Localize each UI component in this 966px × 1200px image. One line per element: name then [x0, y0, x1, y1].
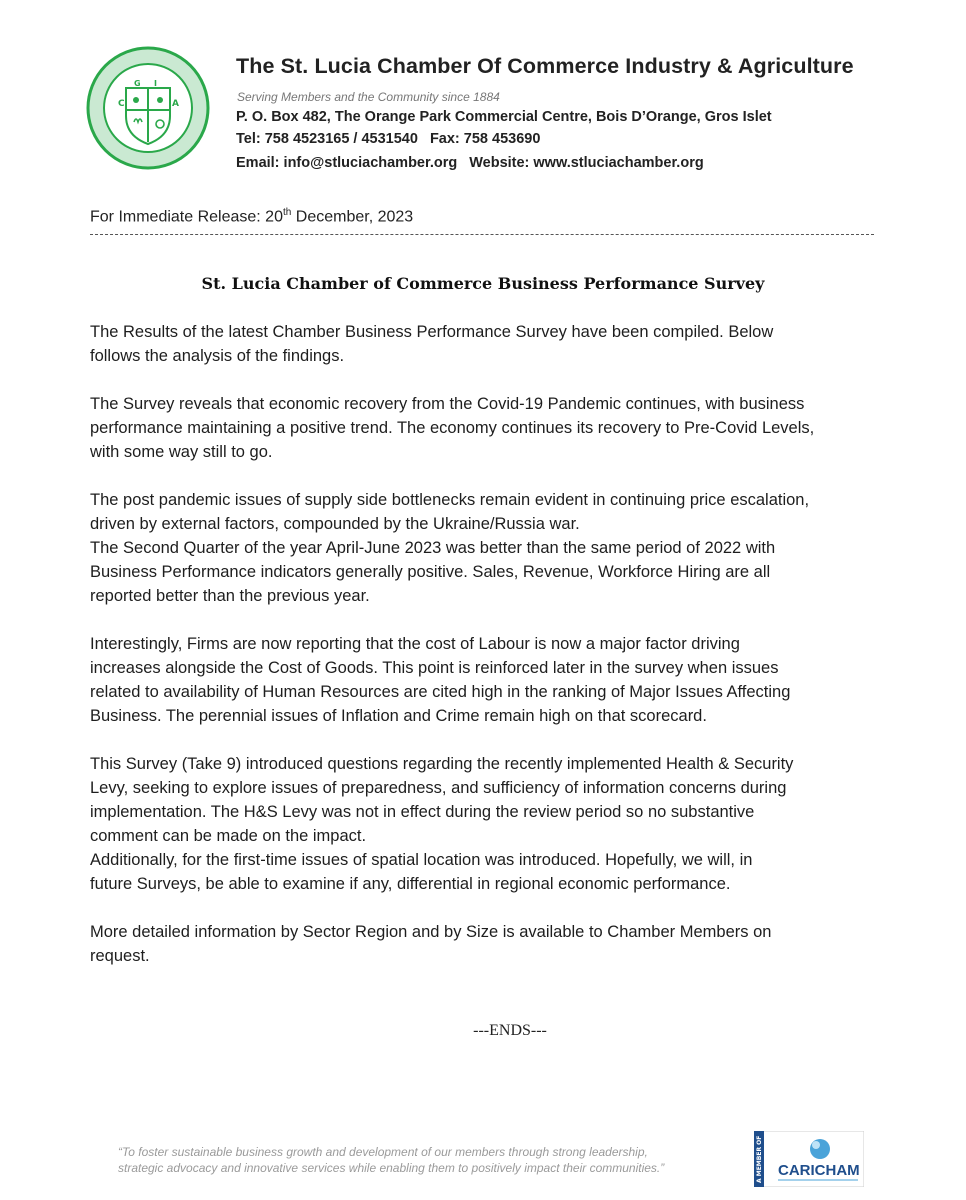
text-line: increases alongside the Cost of Goods. This point is reinforced later in the survey when issues	[90, 659, 779, 677]
svg-text:C: C	[118, 99, 125, 109]
phone-fax-line	[236, 131, 540, 147]
text-line: The Second Quarter of the year April-June 2023 was better than the same period of 2022 with	[90, 539, 776, 557]
text-line: The post pandemic issues of supply side bottlenecks remain evident in continuing price escalation,	[90, 491, 810, 509]
release-date-ordinal: th	[282, 207, 292, 218]
svg-text:I: I	[154, 79, 157, 88]
dashed-separator	[90, 234, 874, 235]
headline-text: St. Lucia Chamber of Commerce Business Performance Survey	[201, 274, 765, 293]
text-line: More detailed information by Sector Region and by Size is available to Chamber Members on	[90, 923, 772, 941]
paragraph	[90, 488, 880, 608]
text-line: Business Performance indicators generally positive. Sales, Revenue, Workforce Hiring are all	[90, 563, 771, 581]
paragraph	[90, 320, 880, 368]
paragraph	[90, 752, 880, 896]
svg-text:G: G	[134, 79, 141, 88]
document-headline	[0, 274, 966, 293]
text-line: implementation. The H&S Levy was not in effect during the review period so no substantive	[90, 803, 755, 821]
mission-statement-quote	[118, 1144, 728, 1176]
website-address: Website: www.stluciachamber.org	[469, 155, 704, 171]
text-line: The Survey reveals that economic recovery from the Covid-19 Pandemic continues, with business	[90, 395, 805, 413]
text-line: This Survey (Take 9) introduced questions regarding the recently implemented Health & Security	[90, 755, 794, 773]
ends-marker: ---ENDS---	[473, 1022, 547, 1039]
paragraph	[90, 920, 880, 968]
text-line: Interestingly, Firms are now reporting that the cost of Labour is now a major factor driving	[90, 635, 740, 653]
text-line: Additionally, for the first-time issues of spatial location was introduced. Hopefully, we will, in	[90, 851, 753, 869]
telephone-numbers: Tel: 758 4523165 / 4531540	[236, 131, 418, 147]
text-line: comment can be made on the impact.	[90, 827, 367, 845]
text-line: reported better than the previous year.	[90, 587, 370, 605]
text-line: with some way still to go.	[90, 443, 273, 461]
quote-line: “To foster sustainable business growth and development of our members through strong leadership,	[118, 1145, 648, 1159]
text-line: driven by external factors, compounded by the Ukraine/Russia war.	[90, 515, 580, 533]
release-date-prefix: For Immediate Release: 20	[90, 208, 283, 226]
paragraph	[90, 632, 880, 728]
organization-title: The St. Lucia Chamber Of Commerce Industry & Agriculture	[236, 54, 854, 78]
body-text	[90, 320, 880, 992]
text-line: performance maintaining a positive trend. The economy continues its recovery to Pre-Covid Levels,	[90, 419, 815, 437]
release-date-suffix: December, 2023	[291, 208, 414, 226]
text-line: Levy, seeking to explore issues of preparedness, and sufficiency of information concerns during	[90, 779, 787, 797]
release-date	[90, 207, 413, 226]
email-website-line	[236, 155, 704, 171]
email-address: Email: info@stluciachamber.org	[236, 155, 458, 171]
organization-tagline: Serving Members and the Community since 1884	[237, 90, 500, 104]
text-line: related to availability of Human Resources are cited high in the ranking of Major Issues Affecting	[90, 683, 791, 701]
text-line: request.	[90, 947, 150, 965]
text-line: Business. The perennial issues of Inflation and Crime remain high on that scorecard.	[90, 707, 707, 725]
text-line: future Surveys, be able to examine if any, differential in regional economic performance.	[90, 875, 731, 893]
svg-text:A: A	[172, 99, 179, 109]
svg-text:CARICHAM: CARICHAM	[778, 1162, 860, 1179]
text-line: The Results of the latest Chamber Business Performance Survey have been compiled. Below	[90, 323, 774, 341]
quote-line: strategic advocacy and innovative services while enabling them to positively impact their communities.”	[118, 1161, 665, 1175]
chamber-seal-logo	[86, 46, 210, 170]
postal-address: P. O. Box 482, The Orange Park Commercial Centre, Bois D’Orange, Gros Islet	[236, 109, 772, 125]
svg-text:A MEMBER OF: A MEMBER OF	[756, 1135, 763, 1183]
caricham-member-logo	[754, 1131, 864, 1187]
paragraph	[90, 392, 880, 464]
fax-number: Fax: 758 453690	[429, 131, 541, 147]
text-line: follows the analysis of the findings.	[90, 347, 345, 365]
